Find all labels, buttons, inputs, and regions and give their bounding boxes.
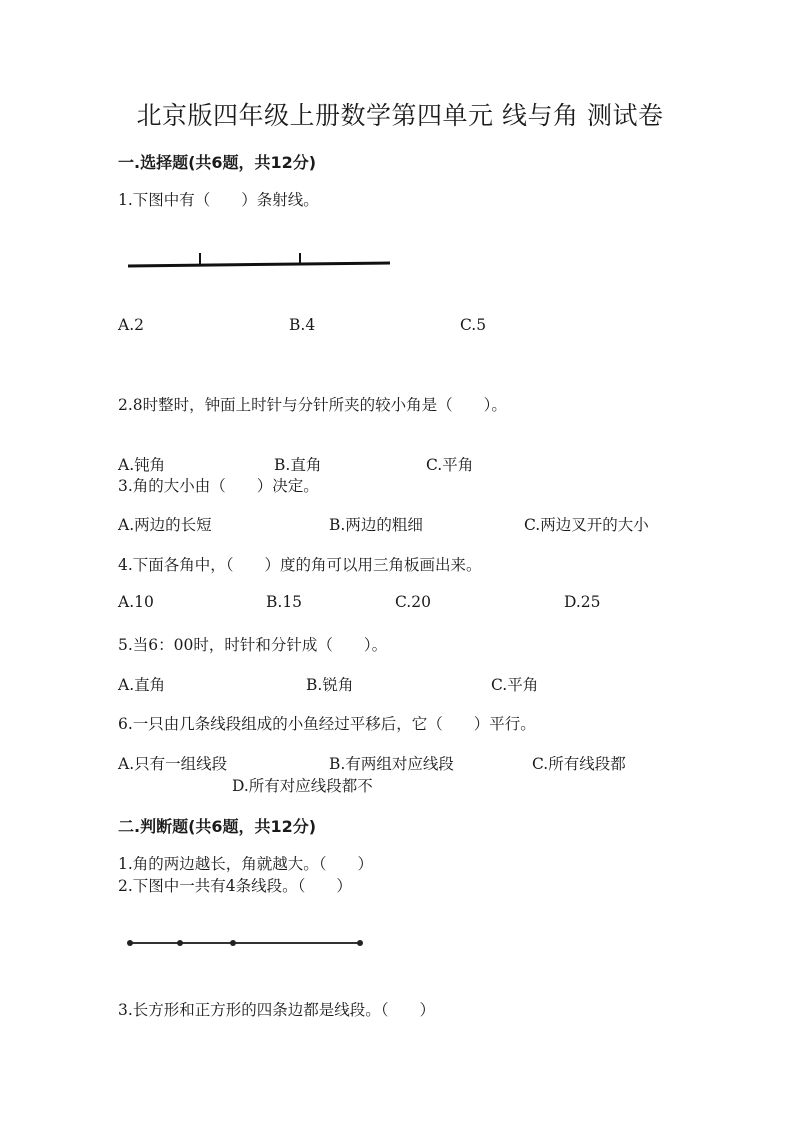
page-title: 北京版四年级上册数学第四单元 线与角 测试卷 xyxy=(136,101,664,130)
question-1-option-c[interactable]: C.5 xyxy=(460,316,487,334)
question-3-text: 3.角的大小由（ ）决定。 xyxy=(118,477,319,495)
ray-line xyxy=(128,263,390,266)
question-1-text: 1.下图中有（ ）条射线。 xyxy=(118,191,319,209)
question-2-text: 2.8时整时，钟面上时针与分针所夹的较小角是（ ）。 xyxy=(118,396,507,414)
section-choice-heading: 一.选择题(共6题，共12分) xyxy=(118,153,317,172)
segment-point-1 xyxy=(127,940,133,946)
question-5-option-a[interactable]: A.直角 xyxy=(118,676,166,694)
ray-figure xyxy=(120,248,400,274)
question-6-option-a[interactable]: A.只有一组线段 xyxy=(118,755,228,773)
judgement-1-text: 1.角的两边越长，角就越大。（ ） xyxy=(118,855,374,873)
question-6-option-b[interactable]: B.有两组对应线段 xyxy=(329,755,454,773)
question-6-option-c[interactable]: C.所有线段都 xyxy=(532,755,626,773)
question-4-option-d[interactable]: D.25 xyxy=(564,593,601,611)
segment-point-3 xyxy=(230,940,236,946)
question-3-option-b[interactable]: B.两边的粗细 xyxy=(329,516,423,534)
question-5-option-b[interactable]: B.锐角 xyxy=(306,676,354,694)
question-1-option-a[interactable]: A.2 xyxy=(118,316,144,334)
question-4-text: 4.下面各角中，（ ）度的角可以用三角板画出来。 xyxy=(118,556,482,574)
question-6-text: 6.一只由几条线段组成的小鱼经过平移后，它（ ）平行。 xyxy=(118,715,536,733)
question-4-option-a[interactable]: A.10 xyxy=(118,593,154,611)
question-2-option-b[interactable]: B.直角 xyxy=(274,456,322,474)
segment-figure xyxy=(120,934,370,952)
segment-point-2 xyxy=(177,940,183,946)
question-4-option-b[interactable]: B.15 xyxy=(266,593,303,611)
question-4-option-c[interactable]: C.20 xyxy=(395,593,431,611)
question-2-option-c[interactable]: C.平角 xyxy=(426,456,474,474)
judgement-2-text: 2.下图中一共有4条线段。（ ） xyxy=(118,877,352,895)
question-3-option-c[interactable]: C.两边叉开的大小 xyxy=(524,516,649,534)
section-judgement-heading: 二.判断题(共6题，共12分) xyxy=(118,817,317,836)
question-5-text: 5.当6：00时，时针和分针成（ ）。 xyxy=(118,636,388,654)
question-6-option-d[interactable]: D.所有对应线段都不 xyxy=(232,777,373,795)
question-5-option-c[interactable]: C.平角 xyxy=(491,676,539,694)
question-2-option-a[interactable]: A.钝角 xyxy=(118,456,166,474)
question-1-option-b[interactable]: B.4 xyxy=(289,316,316,334)
judgement-3-text: 3.长方形和正方形的四条边都是线段。（ ） xyxy=(118,1001,436,1019)
segment-point-4 xyxy=(357,940,363,946)
question-3-option-a[interactable]: A.两边的长短 xyxy=(118,516,212,534)
